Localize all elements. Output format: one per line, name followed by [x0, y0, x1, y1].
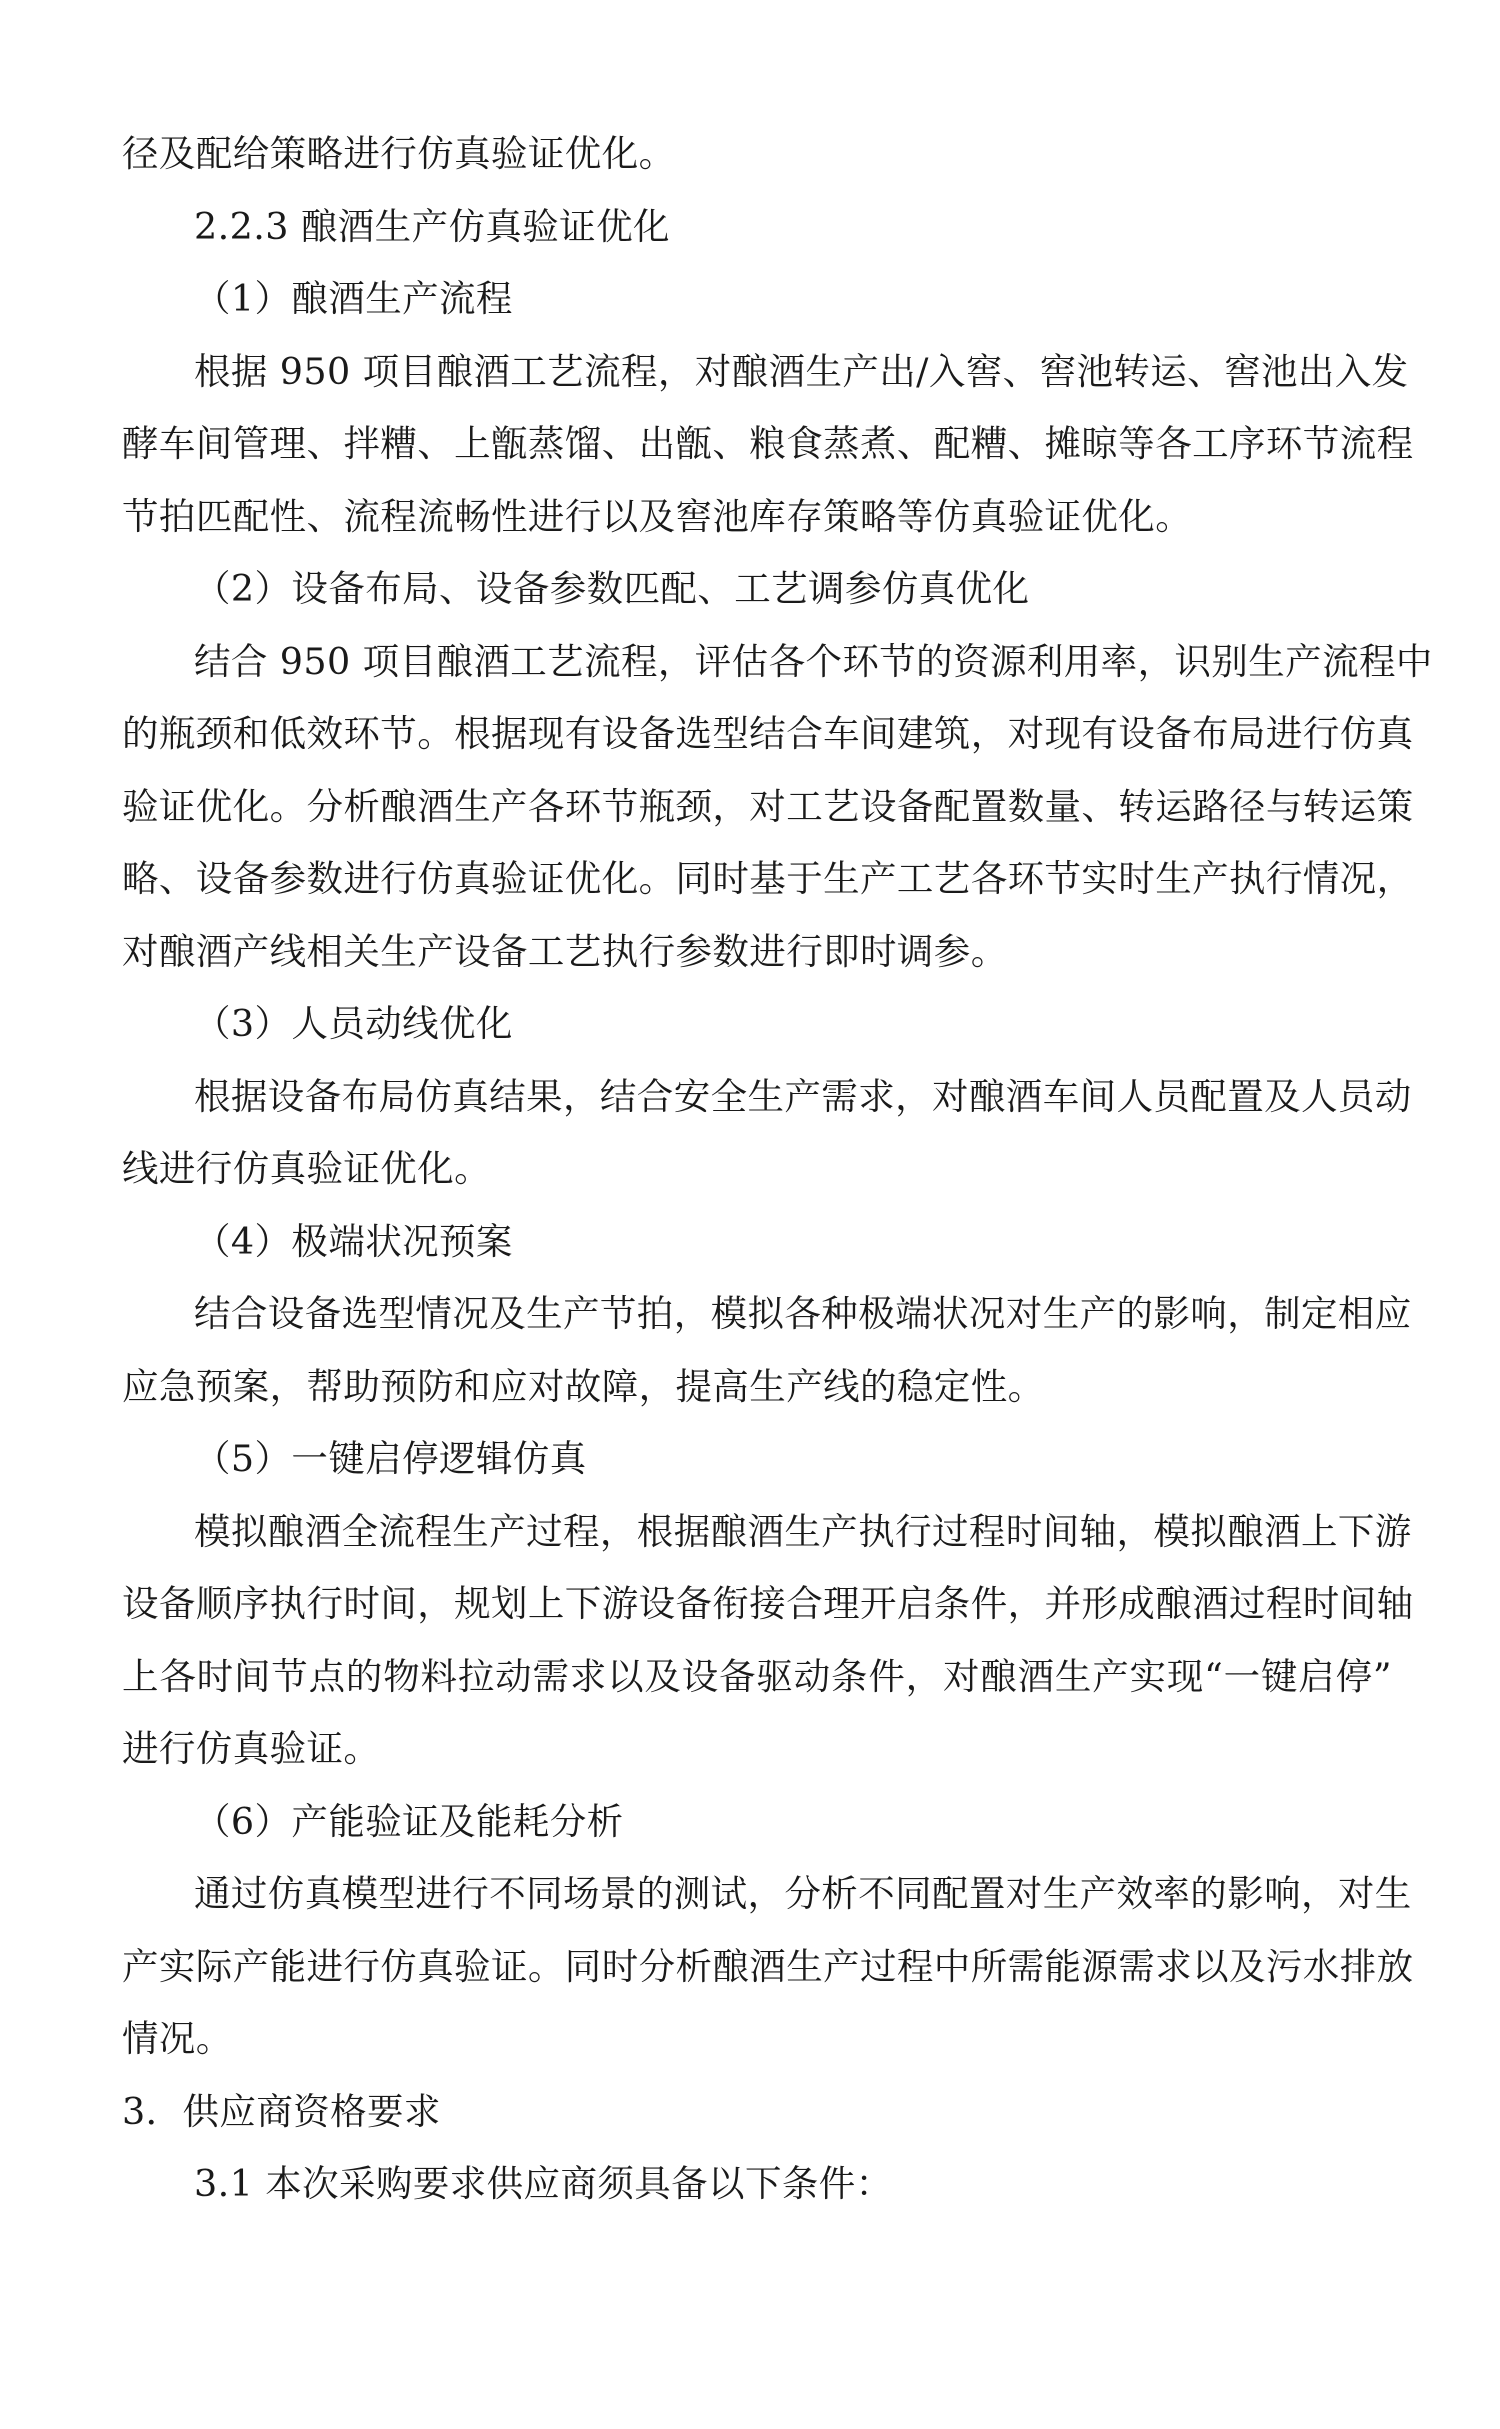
paragraph-line: 进行仿真验证。 [122, 1727, 381, 1770]
paragraph-line: 产实际产能进行仿真验证。同时分析酿酒生产过程中所需能源需求以及污水排放 [122, 1944, 1414, 1988]
item-heading: 3.1 本次采购要求供应商须具备以下条件： [194, 2162, 893, 2205]
paragraph-line: 略、设备参数进行仿真验证优化。同时基于生产工艺各环节实时生产执行情况， [122, 857, 1414, 900]
paragraph-line: 验证优化。分析酿酒生产各环节瓶颈，对工艺设备配置数量、转运路径与转运策 [122, 784, 1414, 828]
paragraph-line: 模拟酿酒全流程生产过程，根据酿酒生产执行过程时间轴，模拟酿酒上下游 [194, 1509, 1412, 1553]
item-heading: （5）一键启停逻辑仿真 [194, 1437, 587, 1480]
item-heading: （1）酿酒生产流程 [194, 277, 513, 320]
paragraph-line: 结合设备选型情况及生产节拍，模拟各种极端状况对生产的影响，制定相应 [194, 1292, 1412, 1335]
paragraph-line: 节拍匹配性、流程流畅性进行以及窖池库存策略等仿真验证优化。 [122, 494, 1193, 538]
paragraph-line: 应急预案，帮助预防和应对故障，提高生产线的稳定性。 [122, 1364, 1045, 1408]
item-heading: （2）设备布局、设备参数匹配、工艺调参仿真优化 [194, 567, 1030, 610]
paragraph-line: 通过仿真模型进行不同场景的测试，分析不同配置对生产效率的影响，对生 [194, 1872, 1412, 1915]
subsection-heading: 2.2.3 酿酒生产仿真验证优化 [194, 204, 670, 248]
item-heading: （3）人员动线优化 [194, 1002, 513, 1045]
paragraph-line: 上各时间节点的物料拉动需求以及设备驱动条件，对酿酒生产实现“一键启停” [122, 1654, 1392, 1698]
section-heading: 3．供应商资格要求 [122, 2089, 441, 2133]
paragraph-line: 根据设备布局仿真结果，结合安全生产需求，对酿酒车间人员配置及人员动 [194, 1074, 1412, 1118]
paragraph-line: 线进行仿真验证优化。 [122, 1147, 491, 1190]
item-heading: （4）极端状况预案 [194, 1219, 513, 1263]
paragraph-line: 的瓶颈和低效环节。根据现有设备选型结合车间建筑，对现有设备布局进行仿真 [122, 712, 1414, 755]
paragraph-line: 根据 950 项目酿酒工艺流程，对酿酒生产出/入窖、窖池转运、窖池出入发 [194, 349, 1409, 393]
document-body [122, 118, 1433, 2221]
item-heading: （6）产能验证及能耗分析 [194, 1799, 624, 1843]
paragraph-line: 情况。 [122, 2017, 233, 2060]
paragraph-line: 酵车间管理、拌糟、上甑蒸馏、出甑、粮食蒸煮、配糟、摊晾等各工序环节流程 [122, 422, 1414, 465]
paragraph-line: 结合 950 项目酿酒工艺流程，评估各个环节的资源利用率，识别生产流程中 [194, 639, 1433, 683]
paragraph-line: 设备顺序执行时间，规划上下游设备衔接合理开启条件，并形成酿酒过程时间轴 [122, 1582, 1414, 1625]
paragraph-line: 对酿酒产线相关生产设备工艺执行参数进行即时调参。 [122, 929, 1008, 973]
paragraph-line: 径及配给策略进行仿真验证优化。 [122, 132, 676, 175]
